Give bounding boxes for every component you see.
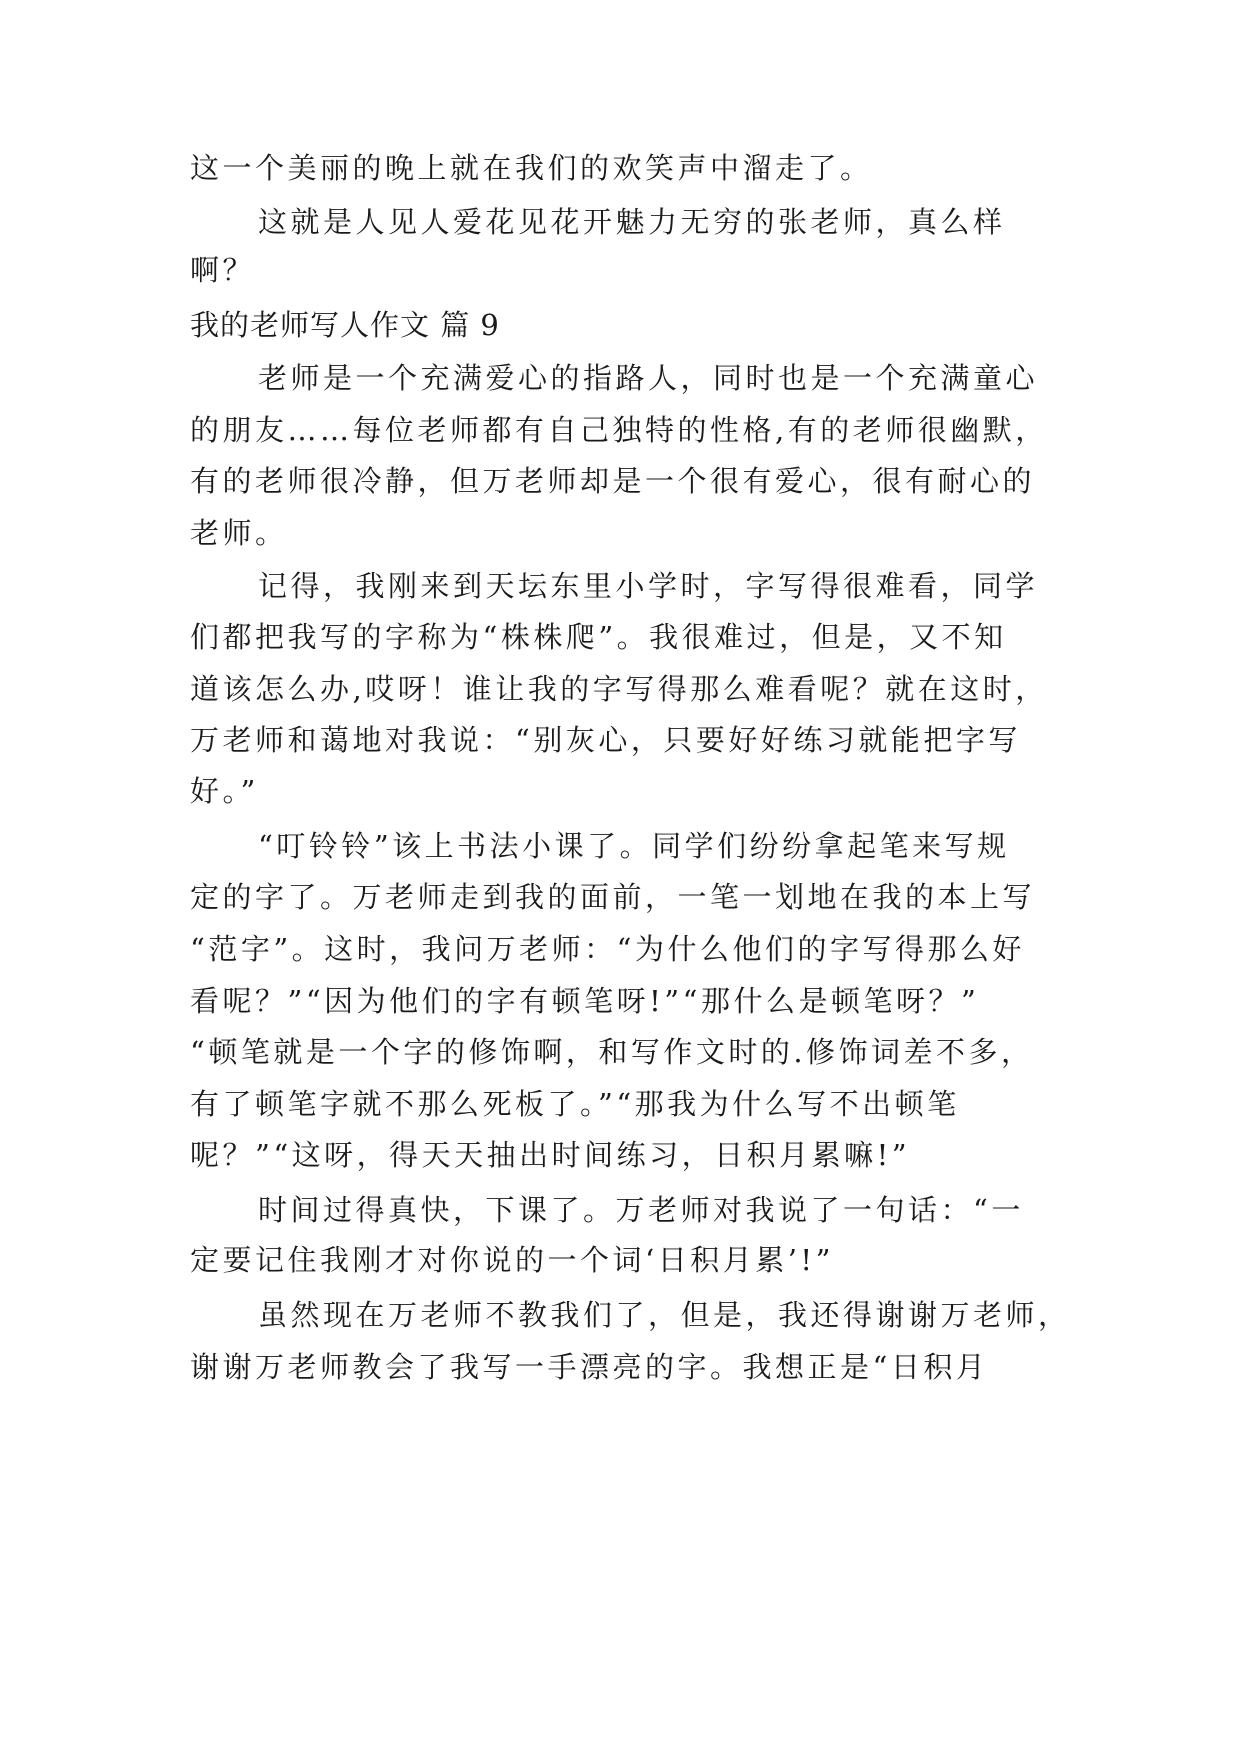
text-line: 有了顿笔字就不那么死板了。”“那我为什么写不出顿笔 — [190, 1087, 960, 1121]
text-line: 们都把我写的字称为“株株爬”。我很难过，但是，又不知 — [190, 620, 1007, 654]
text-line: 时间过得真快，下课了。万老师对我说了一句话：“一 — [258, 1193, 1024, 1227]
text-line: 老师是一个充满爱心的指路人，同时也是一个充满童心 — [258, 361, 1039, 395]
text-line: “范字”。这时，我问万老师：“为什么他们的字写得那么好 — [190, 932, 1025, 966]
text-line: “叮铃铃”该上书法小课了。同学们纷纷拿起笔来写规 — [258, 829, 1010, 863]
text-line: 这就是人见人爱花见花开魅力无穷的张老师，真么样 — [258, 205, 1006, 239]
text-line: 好。” — [190, 774, 259, 808]
text-line: “顿笔就是一个字的修饰啊，和写作文时的.修饰词差不多， — [190, 1035, 1034, 1069]
text-line: 有的老师很冷静，但万老师却是一个很有爱心，很有耐心的 — [190, 464, 1036, 498]
text-line: 呢？”“这呀，得天天抽出时间练习，日积月累嘛!” — [190, 1138, 911, 1172]
section-heading: 我的老师写人作文 篇 9 — [190, 308, 500, 342]
text-line: 的朋友……每位老师都有自己独特的性格,有的老师很幽默， — [190, 413, 1048, 447]
text-line: 定要记住我刚才对你说的一个词‘日积月累’!” — [190, 1243, 834, 1277]
text-line: 记得，我刚来到天坛东里小学时，字写得很难看，同学 — [258, 569, 1039, 603]
text-line: 这一个美丽的晚上就在我们的欢笑声中溜走了。 — [190, 151, 873, 185]
text-line: 谢谢万老师教会了我写一手漂亮的字。我想正是“日积月 — [190, 1350, 989, 1384]
text-line: 万老师和蔼地对我说：“别灰心，只要好好练习就能把字写 — [190, 723, 1021, 757]
text-line: 道该怎么办,哎呀！谁让我的字写得那么难看呢？就在这时， — [190, 672, 1048, 706]
text-line: 虽然现在万老师不教我们了，但是，我还得谢谢万老师， — [258, 1298, 1071, 1332]
text-line: 看呢？”“因为他们的字有顿笔呀!”“那什么是顿笔呀？” — [190, 984, 980, 1018]
text-line: 定的字了。万老师走到我的面前，一笔一划地在我的本上写 — [190, 880, 1036, 914]
text-line: 啊？ — [190, 253, 256, 287]
text-line: 老师。 — [190, 516, 288, 550]
